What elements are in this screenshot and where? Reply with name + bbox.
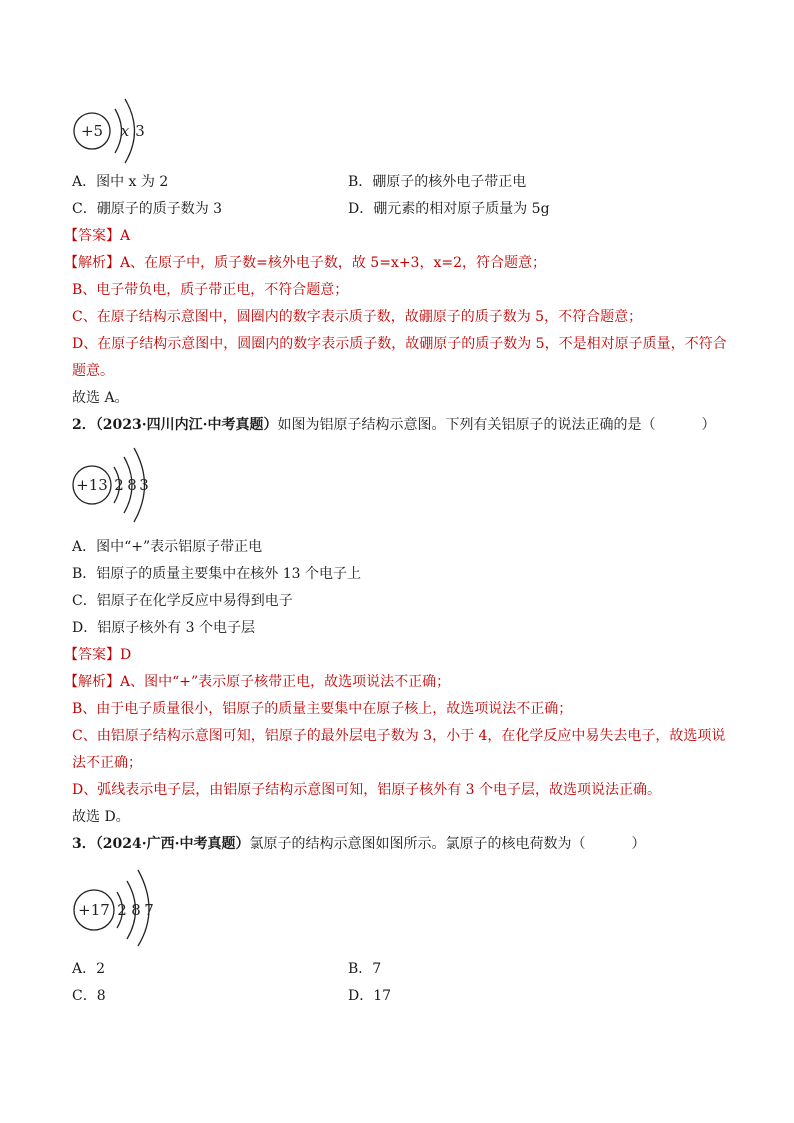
q2-analysis-line-1: 【解析】A、图中“+”表示原子核带正电，故选项说法不正确； — [64, 674, 451, 690]
q2-analysis-line-4: 法不正确； — [72, 755, 142, 771]
q1-option-b: B．硼原子的核外电子带正电 — [348, 174, 527, 190]
q2-option-d: D．铝原子核外有 3 个电子层 — [72, 620, 256, 636]
shell-2-electrons: 8 — [127, 476, 137, 494]
q2-answer: 【答案】D — [64, 647, 132, 663]
shell-1-electrons: 2 — [114, 476, 124, 494]
shell-1-electrons: x — [120, 122, 130, 140]
q2-option-b: B．铝原子的质量主要集中在核外 13 个电子上 — [72, 566, 362, 582]
q2-option-a: A．图中“+”表示铝原子带正电 — [72, 539, 263, 555]
q2-number: 2． — [72, 417, 96, 433]
q3-stem-text: 氯原子的结构示意图如图所示。氯原子的核电荷数为（ — [249, 836, 586, 852]
q3-number: 3． — [72, 836, 96, 852]
q1-option-d: D．硼元素的相对原子质量为 5g — [348, 201, 550, 217]
shell-3-electrons: 7 — [144, 901, 154, 919]
nucleus-label: +17 — [78, 901, 110, 919]
nucleus-label: +5 — [80, 122, 104, 140]
boron-atom-diagram — [70, 95, 160, 165]
aluminum-atom-diagram — [70, 445, 180, 525]
q2-stem — [72, 415, 715, 435]
q2-analysis-line-3: C、由铝原子结构示意图可知，铝原子的最外层电子数为 3，小于 4，在化学反应中易失去电子，故选项说 — [72, 728, 726, 744]
q2-source: （2023·四川内江·中考真题） — [95, 417, 278, 433]
q1-analysis-line-4: D、在原子结构示意图中，圆圈内的数字表示质子数，故硼原子的质子数为 5，不是相对原子质量，不符合 — [72, 336, 727, 352]
q2-analysis-line-2: B、由于电子质量很小，铝原子的质量主要集中在原子核上，故选项说法不正确； — [72, 701, 573, 717]
q3-source: （2024·广西·中考真题） — [95, 836, 250, 852]
shell-2-electrons: 3 — [135, 122, 145, 140]
q2-option-c: C．铝原子在化学反应中易得到电子 — [72, 593, 293, 609]
shell-3-electrons: 3 — [139, 476, 149, 494]
q2-stem-text: 如图为铝原子结构示意图。下列有关铝原子的说法正确的是（ — [277, 417, 656, 433]
q1-option-a: A．图中 x 为 2 — [72, 174, 169, 190]
q1-analysis-line-3: C、在原子结构示意图中，圆圈内的数字表示质子数，故硼原子的质子数为 5，不符合题意； — [72, 309, 643, 325]
q3-option-b: B．7 — [348, 961, 382, 977]
q1-conclusion: 故选 A。 — [72, 390, 129, 406]
q2-close-paren: ） — [701, 417, 716, 433]
q3-stem — [72, 834, 645, 854]
q1-analysis-line-5: 题意。 — [72, 363, 114, 379]
chlorine-atom-diagram — [70, 866, 180, 948]
shell-2-electrons: 8 — [131, 901, 141, 919]
q3-option-c: C．8 — [72, 988, 106, 1004]
q3-close-paren: ） — [631, 836, 646, 852]
q1-option-c: C．硼原子的质子数为 3 — [72, 201, 223, 217]
q2-analysis-line-5: D、弧线表示电子层，由铝原子结构示意图可知，铝原子核外有 3 个电子层，故选项说法正确。 — [72, 782, 662, 798]
q1-analysis-line-2: B、电子带负电，质子带正电，不符合题意； — [72, 282, 349, 298]
q3-option-a: A．2 — [72, 961, 106, 977]
q3-option-d: D．17 — [348, 988, 392, 1004]
shell-1-electrons: 2 — [117, 901, 127, 919]
q1-answer: 【答案】A — [64, 228, 131, 244]
q2-conclusion: 故选 D。 — [72, 809, 130, 825]
nucleus-label: +13 — [76, 476, 108, 494]
q1-analysis-line-1: 【解析】A、在原子中，质子数=核外电子数，故 5=x+3，x=2，符合题意； — [64, 255, 546, 271]
